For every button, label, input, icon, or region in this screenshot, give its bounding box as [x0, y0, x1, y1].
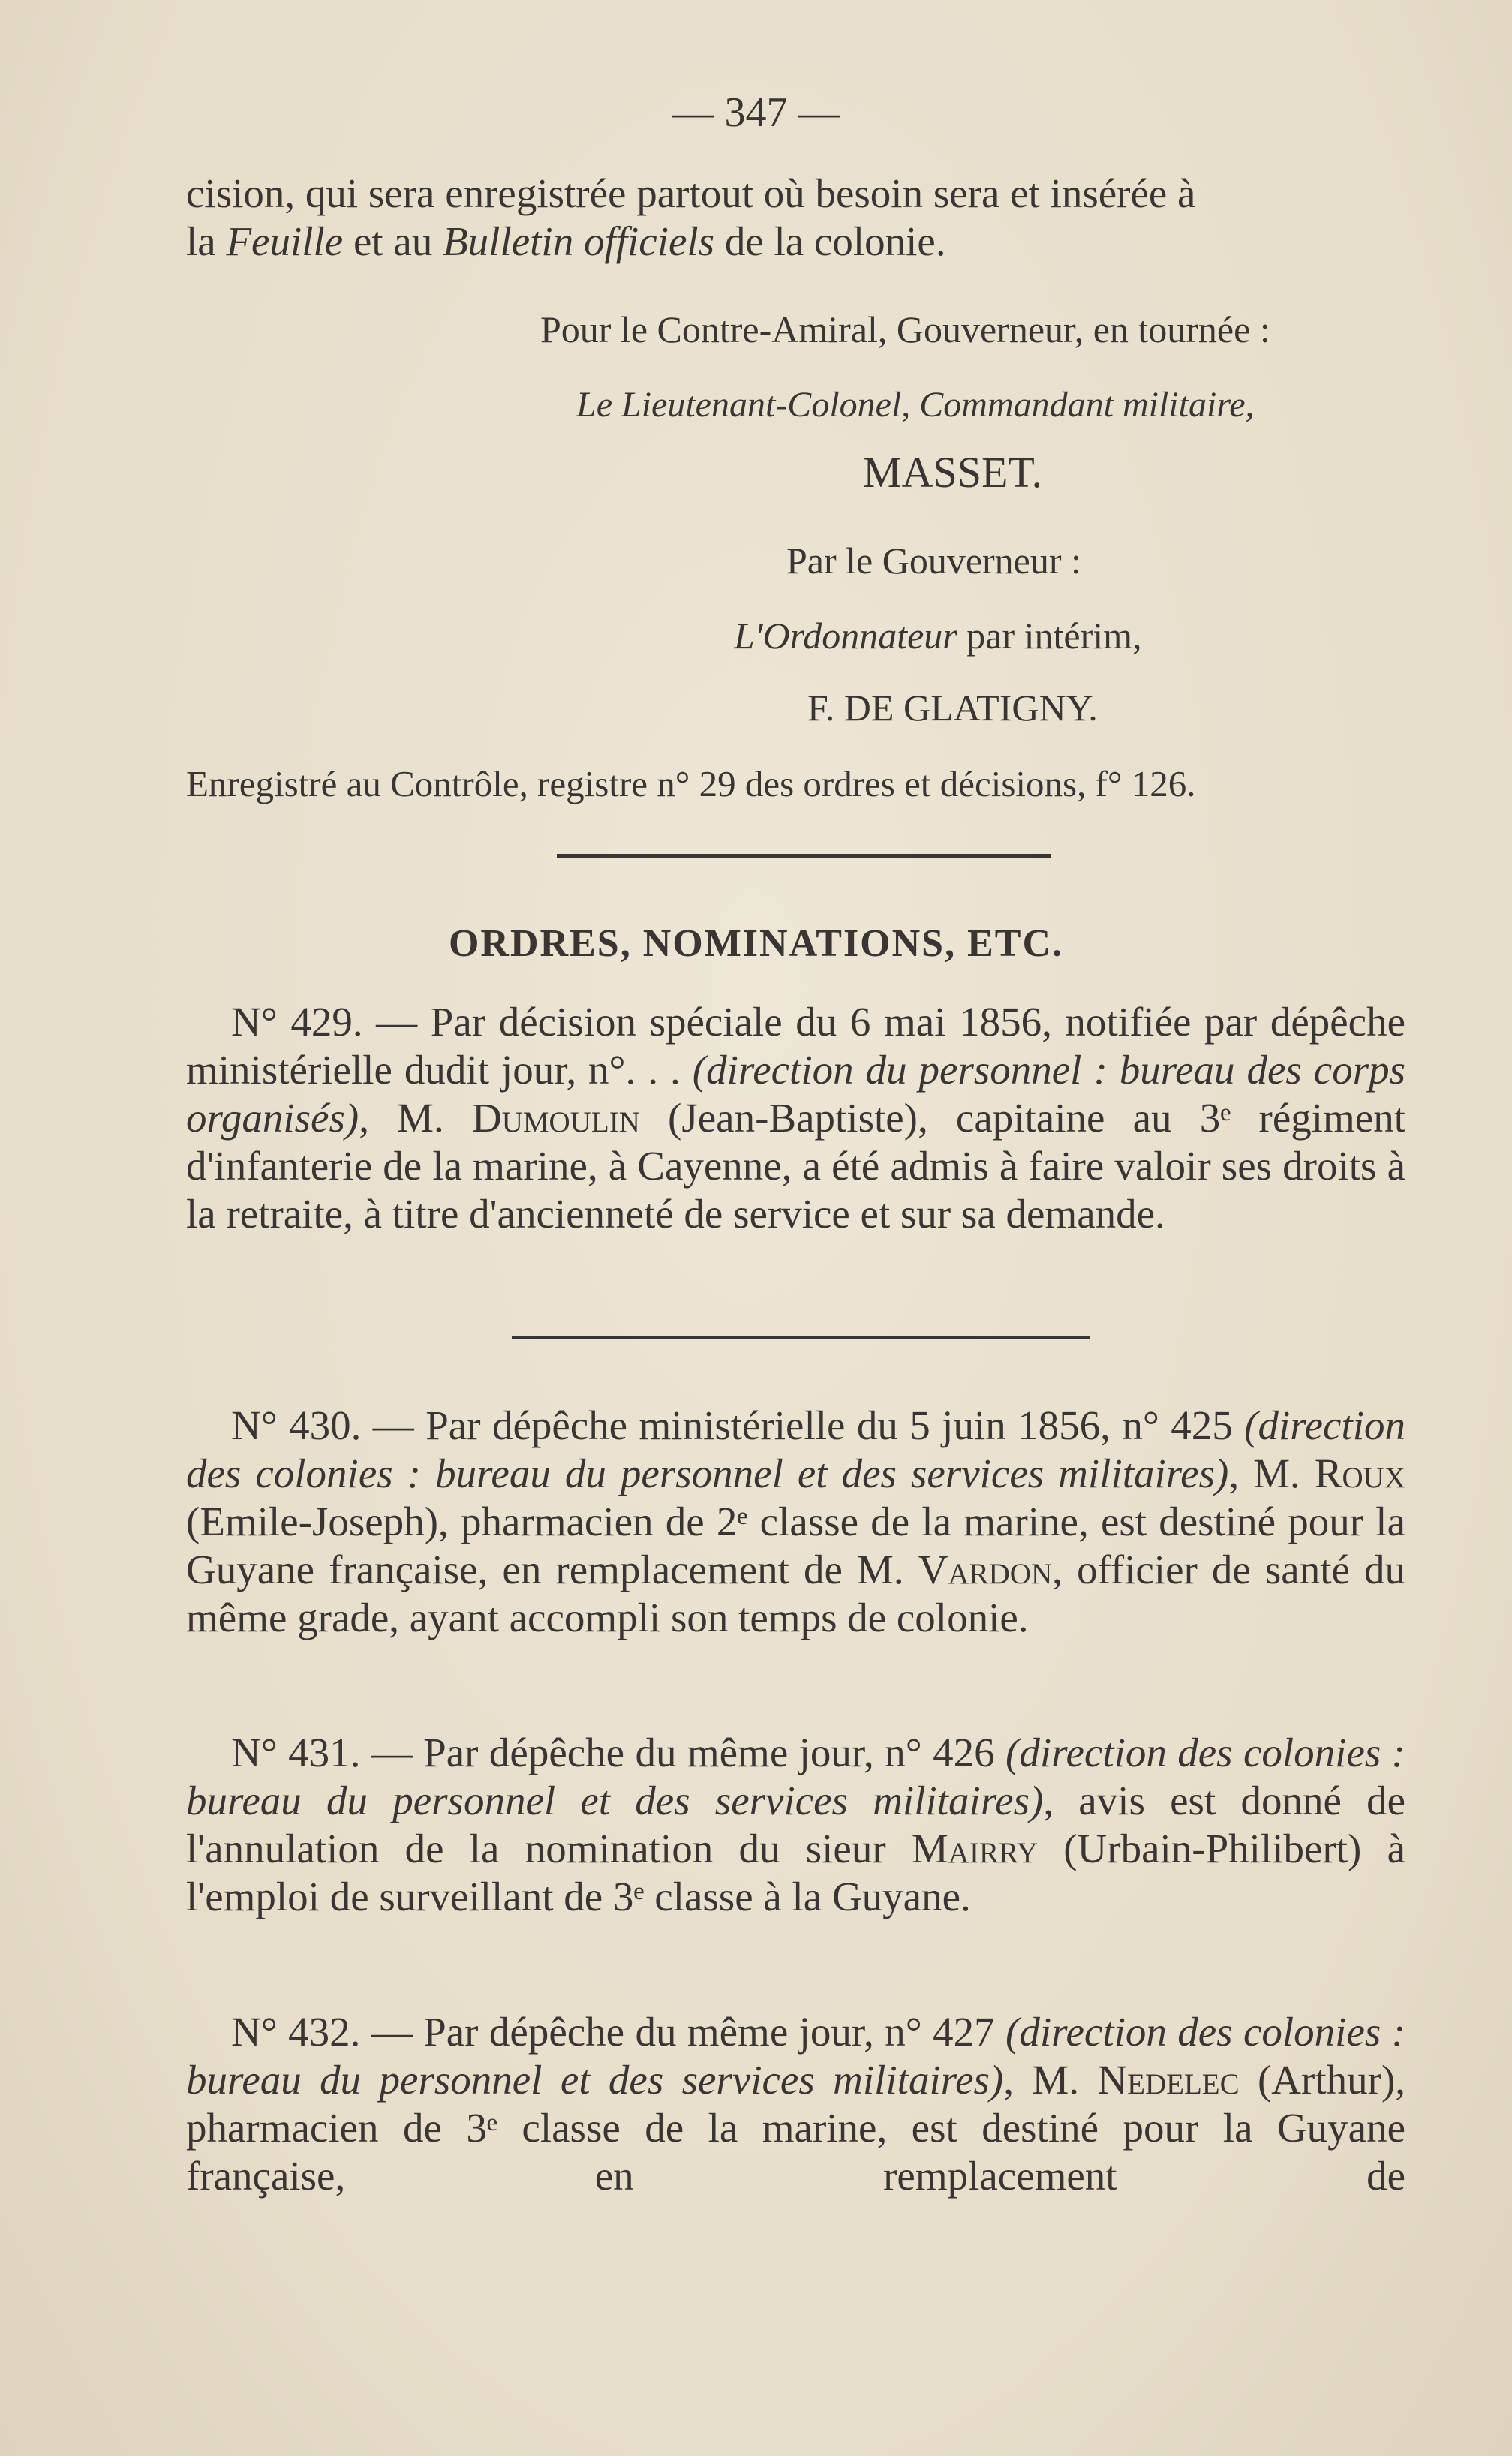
intro-paragraph — [186, 170, 1405, 266]
entry-432-text-1: N° 432. — Par dépêche du même jour, n° 427 — [231, 2009, 1006, 2055]
entry-432-text-2: , M. — [1003, 2057, 1098, 2103]
page-number: — 347 — — [672, 89, 840, 136]
intro-feuille: Feuille — [226, 218, 344, 264]
signature-glatigny: F. DE GLATIGNY. — [807, 687, 1098, 729]
entry-430-name-roux: Roux — [1314, 1450, 1406, 1496]
registration-note: Enregistré au Contrôle, registre n° 29 des ordres et décisions, f° 126. — [186, 763, 1196, 804]
entry-430-text-3: (Emile-Joseph), pharmacien de 2ᵉ classe de la marine, est destiné pour la Guyane française, en remplacement de M. — [186, 1499, 1405, 1592]
entry-431-text-1: N° 431. — Par dépêche du même jour, n° 426 — [231, 1730, 1006, 1775]
ordonnateur-title: L'Ordonnateur — [734, 615, 957, 657]
entry-431-text-3: (Urbain-Philibert) à l'emploi de surveillant de 3ᵉ classe à la Guyane. — [186, 1826, 1405, 1919]
entry-431-name: Mairry — [911, 1826, 1038, 1871]
entry-432 — [186, 2008, 1405, 2200]
entry-429 — [186, 998, 1405, 1238]
entry-432-text-3: (Arthur), pharmacien de 3ᵉ classe de la marine, est destiné pour la Guyane française, en remplacement de — [186, 2057, 1406, 2199]
signature-ordonnateur — [734, 614, 1142, 657]
signature-par-gouverneur: Par le Gouverneur : — [786, 540, 1081, 582]
entry-431-text-2: , avis est donné de l'annulation de la nomination du sieur — [186, 1778, 1406, 1871]
entry-430 — [186, 1402, 1405, 1642]
signature-lieutenant: Le Lieutenant-Colonel, Commandant militaire, — [576, 385, 1255, 425]
intro-line-2-mid: et au — [343, 218, 443, 264]
entry-430-direction: (direction des colonies : bureau du personnel et des services militaires) — [186, 1402, 1405, 1496]
divider-rule-1 — [557, 854, 1051, 858]
entry-429-text-3: (Jean-Baptiste), capitaine au 3ᵉ régiment d'infanterie de la marine, à Cayenne, a été admis à faire valoir ses droits à la retraite, à titre d'ancienneté de service et sur sa demande. — [186, 1095, 1405, 1237]
intro-bulletin: Bulletin officiels — [443, 218, 715, 264]
signature-pour: Pour le Contre-Amiral, Gouverneur, en tournée : — [540, 308, 1270, 350]
entry-429-text-1: N° 429. — Par décision spéciale du 6 mai 1856, notifiée par dépêche ministérielle dudit jour, n°. . . — [186, 999, 1405, 1093]
section-heading: ORDRES, NOMINATIONS, ETC. — [448, 922, 1064, 965]
ordonnateur-rest: par intérim, — [957, 615, 1142, 657]
entry-430-text-1: N° 430. — Par dépêche ministérielle du 5 juin 1856, n° 425 — [231, 1402, 1245, 1448]
entry-429-name: Dumoulin — [471, 1095, 640, 1141]
signature-masset: MASSET. — [863, 448, 1043, 497]
intro-line-2-post: de la colonie. — [714, 218, 946, 264]
entry-429-text-2: , M. — [359, 1095, 472, 1141]
intro-line-2-pre: la — [186, 218, 227, 264]
intro-line-1: cision, qui sera enregistrée partout où besoin sera et insérée à — [186, 170, 1196, 216]
divider-rule-2 — [512, 1336, 1090, 1339]
entry-430-text-2: , M. — [1228, 1450, 1315, 1496]
entry-429-direction: (direction du personnel : bureau des corps organisés) — [186, 1047, 1405, 1141]
entry-431 — [186, 1729, 1405, 1921]
entry-432-name: Nedelec — [1097, 2057, 1240, 2103]
entry-430-text-4: , officier de santé du même grade, ayant accompli son temps de colonie. — [186, 1547, 1405, 1640]
entry-430-name-vardon: Vardon — [918, 1547, 1053, 1592]
entry-431-direction: (direction des colonies : bureau du personnel et des services militaires) — [186, 1730, 1405, 1823]
entry-432-direction: (direction des colonies : bureau du personnel et des services militaires) — [186, 2009, 1405, 2103]
